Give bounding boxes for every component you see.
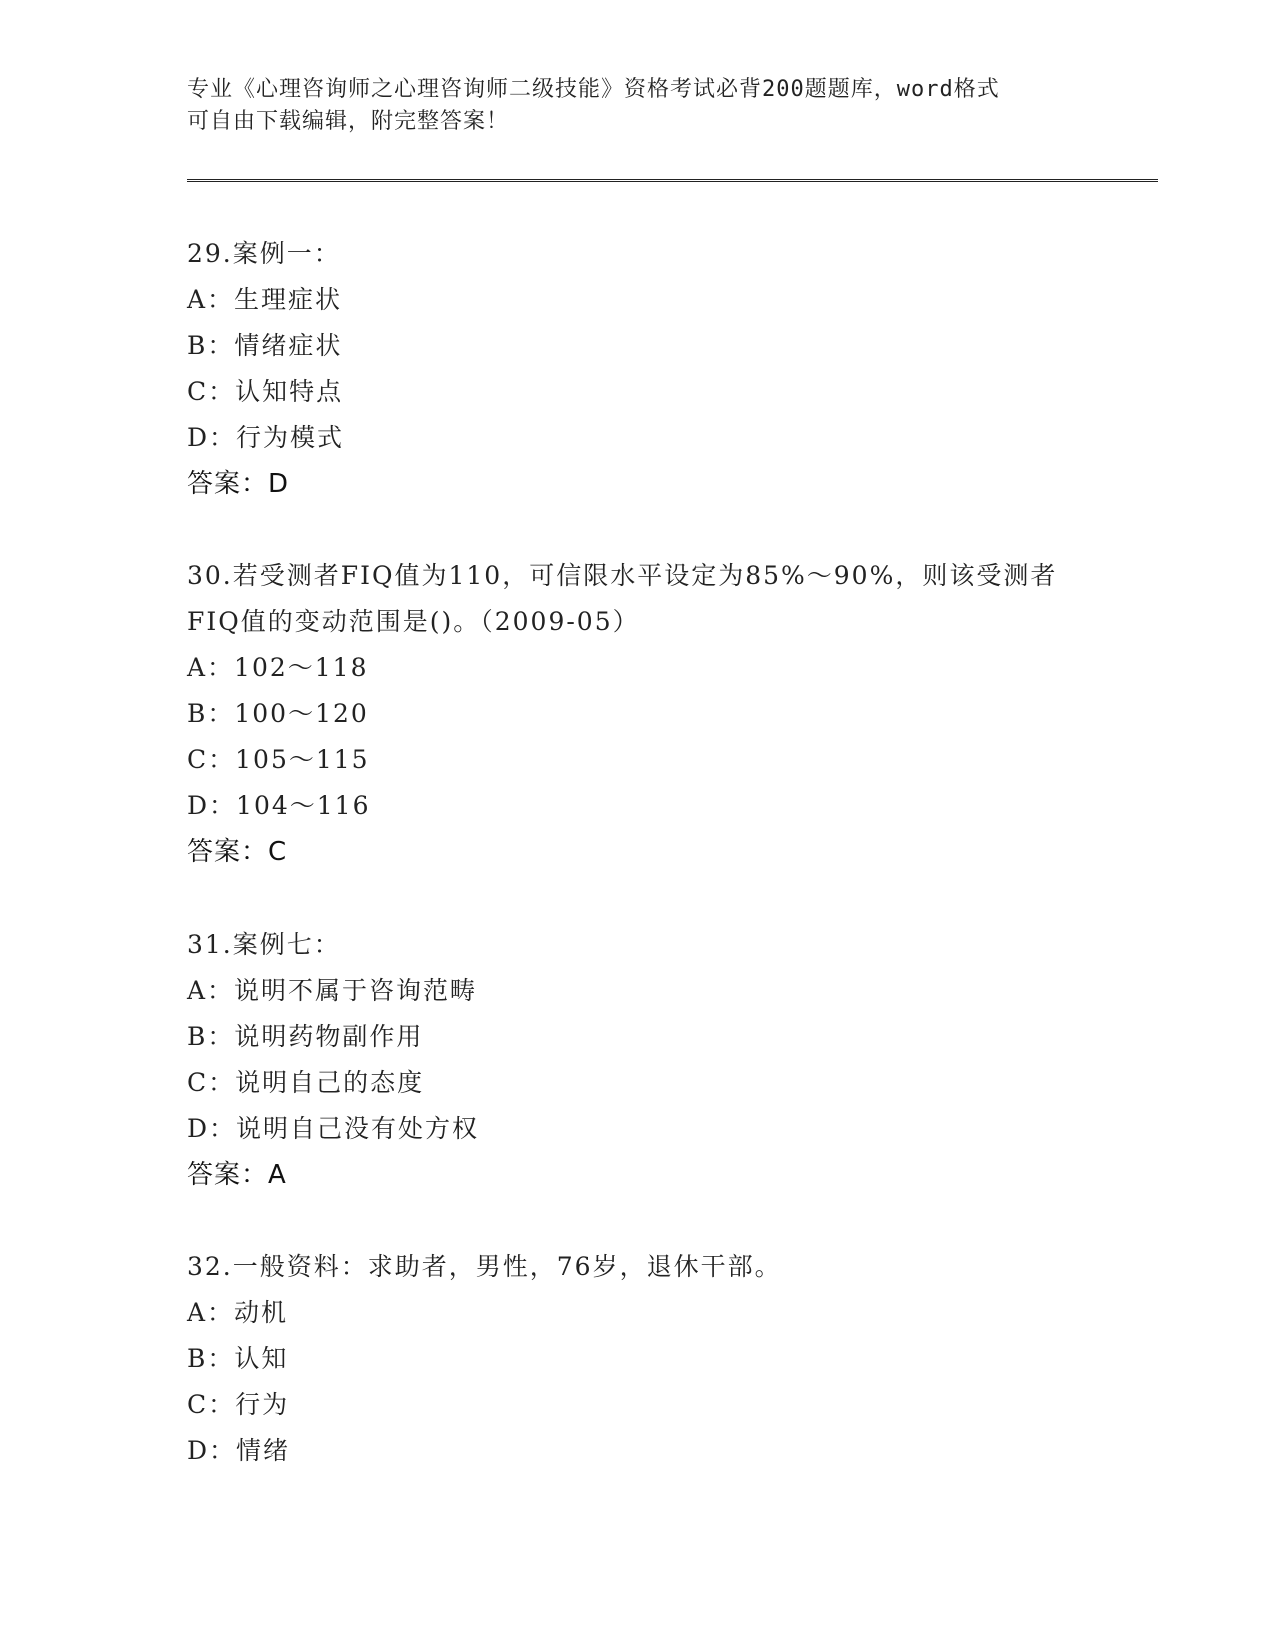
document-header: [187, 74, 1087, 138]
option-b: B：100～120: [187, 699, 369, 728]
option-c: C：说明自己的态度: [187, 1068, 425, 1097]
option-b: B：情绪症状: [187, 331, 343, 360]
header-divider: [187, 179, 1158, 182]
option-d: D：行为模式: [187, 423, 345, 452]
question-stem: 30.若受测者FIQ值为110，可信限水平设定为85%～90%，则该受测者: [187, 561, 1058, 590]
option-d: D：104～116: [187, 791, 371, 820]
question-stem: 31.案例七：: [187, 930, 341, 959]
option-c: C：行为: [187, 1390, 290, 1419]
header-line-2: 可自由下载编辑，附完整答案！: [187, 109, 510, 134]
option-d: D：说明自己没有处方权: [187, 1114, 480, 1143]
answer-line: 答案：C: [187, 837, 288, 867]
answer-line: 答案：D: [187, 469, 290, 499]
question-32: [187, 1244, 1087, 1474]
question-stem-continued: FIQ值的变动范围是()。（2009-05）: [187, 607, 640, 636]
question-31: [187, 922, 1087, 1198]
question-29: [187, 231, 1087, 507]
option-a: A：生理症状: [187, 285, 343, 314]
option-a: A：说明不属于咨询范畴: [187, 976, 478, 1005]
header-line-1: 专业《心理咨询师之心理咨询师二级技能》资格考试必背200题题库，word格式: [187, 77, 1000, 102]
question-stem: 29.案例一：: [187, 239, 341, 268]
option-c: C：认知特点: [187, 377, 344, 406]
question-stem: 32.一般资料：求助者，男性，76岁，退休干部。: [187, 1252, 782, 1281]
option-d: D：情绪: [187, 1436, 291, 1465]
option-b: B：说明药物副作用: [187, 1022, 424, 1051]
answer-line: 答案：A: [187, 1160, 287, 1190]
option-a: A：动机: [187, 1298, 289, 1327]
option-c: C：105～115: [187, 745, 370, 774]
option-b: B：认知: [187, 1344, 289, 1373]
option-a: A：102～118: [187, 653, 369, 682]
question-30: [187, 553, 1087, 875]
